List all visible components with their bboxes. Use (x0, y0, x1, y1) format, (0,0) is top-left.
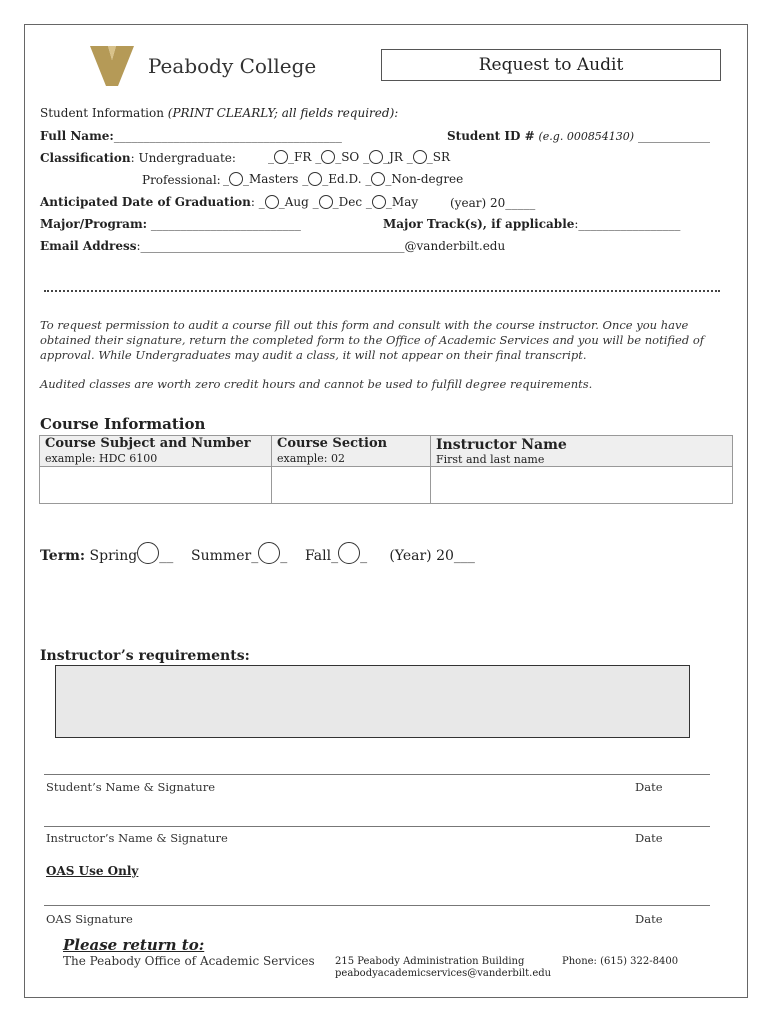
column-subtitle: example: HDC 6100 (45, 452, 158, 465)
option-jr[interactable]: _ _JR (363, 150, 403, 164)
full-name-field[interactable]: ______________________________________ (113, 129, 342, 143)
email-row (40, 239, 505, 253)
form-title: Request to Audit (381, 49, 721, 81)
column-subtitle: First and last name (436, 453, 545, 466)
instructor-signature-line[interactable] (44, 826, 710, 827)
option-edd[interactable]: _ _Ed.D. (302, 172, 362, 186)
option-dec[interactable]: _ _Dec (312, 195, 363, 209)
radio-circle-icon[interactable] (137, 542, 159, 564)
form-page (24, 24, 748, 998)
student-id-row (447, 129, 710, 143)
student-id-label: Student ID # (447, 129, 535, 143)
return-heading: Please return to: (63, 936, 205, 954)
email-domain: @vanderbilt.edu (404, 239, 506, 253)
instructor-name-cell[interactable] (431, 467, 733, 504)
full-name-label: Full Name: (40, 129, 114, 143)
student-signature-label: Student’s Name & Signature (46, 780, 216, 794)
undergrad-options (268, 150, 450, 164)
option-label: Summer (191, 548, 252, 564)
date-label: Date (635, 831, 663, 845)
option-fr[interactable]: _ _FR (268, 150, 312, 164)
student-id-field[interactable]: ____________ (637, 129, 710, 143)
option-fall[interactable]: Fall_ _ (305, 548, 367, 564)
email-field[interactable]: :____________________________________________ (136, 239, 405, 253)
column-title: Course Subject and Number (45, 436, 251, 451)
grad-date-label: Anticipated Date of Graduation (40, 195, 251, 209)
student-info-heading (40, 106, 398, 120)
option-label: JR (389, 150, 403, 164)
oas-signature-label: OAS Signature (46, 912, 133, 926)
date-label: Date (635, 912, 663, 926)
oas-signature-line[interactable] (44, 905, 710, 906)
column-header (272, 436, 431, 467)
radio-circle-icon[interactable] (229, 172, 243, 186)
radio-circle-icon[interactable] (265, 195, 279, 209)
vanderbilt-v-logo-icon (90, 46, 134, 86)
radio-circle-icon[interactable] (338, 542, 360, 564)
radio-circle-icon[interactable] (258, 542, 280, 564)
professional-options (223, 172, 463, 186)
radio-circle-icon[interactable] (372, 195, 386, 209)
option-so[interactable]: _ _SO (315, 150, 360, 164)
student-info-note: (PRINT CLEARLY; all fields required): (167, 106, 399, 120)
course-table-header (40, 436, 733, 467)
grad-date-row: Anticipated Date of Graduation: _ _Aug _ _Dec _ _May (40, 195, 419, 209)
full-name-row (40, 129, 342, 143)
option-label: SR (432, 150, 451, 164)
option-label: Ed.D. (328, 172, 362, 186)
option-nondegree[interactable]: _ _Non-degree (365, 172, 464, 186)
oas-heading: OAS Use Only (46, 864, 139, 878)
track-label: Major Track(s), if applicable (383, 217, 575, 231)
radio-circle-icon[interactable] (321, 150, 335, 164)
column-title: Instructor Name (436, 437, 567, 453)
option-label: Dec (338, 195, 363, 209)
option-label: May (391, 195, 419, 209)
track-field[interactable]: :_________________ (574, 217, 681, 231)
option-may[interactable]: _ _May (365, 195, 419, 209)
course-info-heading: Course Information (40, 415, 206, 433)
office-name: The Peabody Office of Academic Services (63, 954, 315, 968)
radio-circle-icon[interactable] (371, 172, 385, 186)
email-label: Email Address (40, 239, 137, 253)
option-label: SO (341, 150, 360, 164)
option-aug[interactable]: _ _Aug (258, 195, 309, 209)
column-title: Course Section (277, 436, 388, 451)
requirements-box[interactable] (55, 665, 690, 738)
course-table-row (40, 467, 733, 504)
column-subtitle: example: 02 (277, 452, 345, 465)
column-header (40, 436, 272, 467)
course-section-cell[interactable] (272, 467, 431, 504)
dotted-divider (44, 290, 720, 292)
major-label: Major/Program: (40, 217, 148, 231)
office-phone: Phone: (615) 322-8400 (562, 956, 679, 967)
major-field[interactable]: _________________________ (150, 217, 301, 231)
column-header (431, 436, 733, 467)
option-masters[interactable]: _ _Masters (223, 172, 299, 186)
requirements-heading: Instructor’s requirements: (40, 648, 250, 664)
course-subject-cell[interactable] (40, 467, 272, 504)
grad-year-field[interactable]: (year) 20_____ (450, 196, 536, 210)
option-spring[interactable]: Spring __ (90, 548, 174, 564)
instructions-paragraph: To request permission to audit a course fill out this form and consult with the course instructor. Once you have obtained their signature, return the completed form to the Office of Academic Services and you will be notified of approval. While Undergraduates may audit a class, it will not appear on their final transcript. (40, 318, 705, 362)
term-row (40, 542, 475, 564)
option-label: Spring (89, 548, 138, 564)
student-info-title: Student Information (40, 106, 164, 120)
college-name: Peabody College (148, 54, 317, 78)
radio-circle-icon[interactable] (413, 150, 427, 164)
option-label: Aug (284, 195, 309, 209)
option-sr[interactable]: _ _SR (406, 150, 451, 164)
track-row (383, 217, 680, 231)
date-label: Date (635, 780, 663, 794)
classification-label: Classification (40, 151, 131, 165)
course-table (39, 435, 733, 504)
professional-label: Professional: (142, 173, 221, 187)
option-label: FR (294, 150, 312, 164)
option-label: Masters (249, 172, 299, 186)
option-label: Non-degree (391, 172, 464, 186)
office-email: peabodyacademicservices@vanderbilt.edu (335, 968, 552, 979)
instructor-signature-label: Instructor’s Name & Signature (46, 831, 228, 845)
option-label: Fall (305, 548, 332, 564)
classification-row (40, 151, 236, 165)
radio-circle-icon[interactable] (369, 150, 383, 164)
radio-circle-icon[interactable] (319, 195, 333, 209)
student-signature-line[interactable] (44, 774, 710, 775)
term-label: Term: (40, 548, 86, 564)
credit-note: Audited classes are worth zero credit hours and cannot be used to fulfill degree requirements. (40, 377, 593, 391)
undergraduate-label: : Undergraduate: (130, 151, 236, 165)
radio-circle-icon[interactable] (274, 150, 288, 164)
student-id-example: (e.g. 000854130) (538, 130, 635, 143)
office-building: 215 Peabody Administration Building (335, 956, 525, 967)
major-row (40, 217, 301, 231)
option-summer[interactable]: Summer_ _ (191, 548, 287, 564)
radio-circle-icon[interactable] (308, 172, 322, 186)
term-year-field[interactable]: (Year) 20___ (389, 548, 475, 564)
